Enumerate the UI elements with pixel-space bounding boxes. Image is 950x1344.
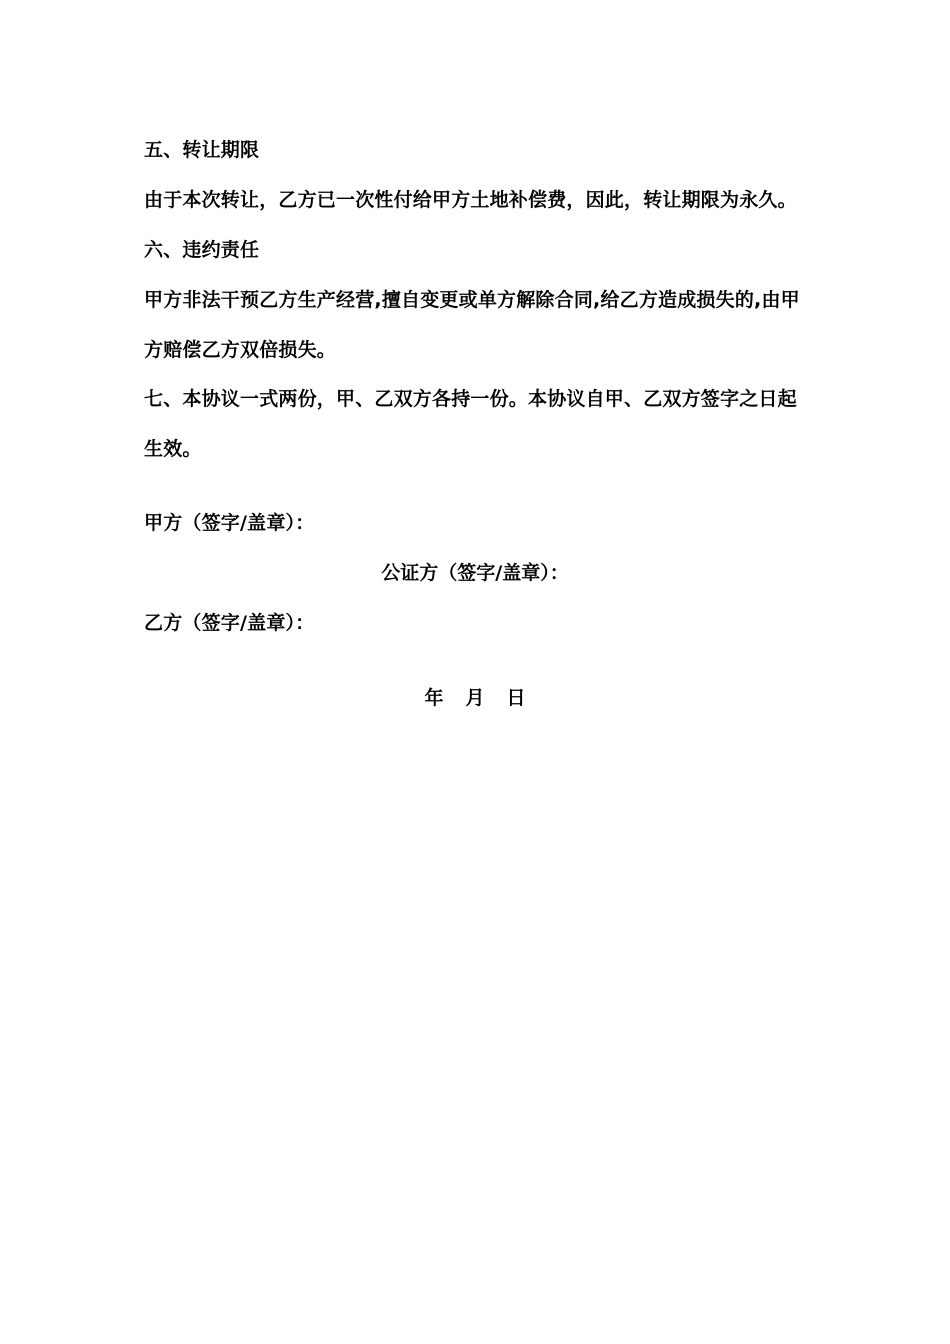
- section-7-line-2: 生效。: [144, 438, 202, 460]
- section-5-heading: 五、转让期限: [144, 139, 260, 161]
- section-5-body: 由于本次转让，乙方已一次性付给甲方土地补偿费，因此，转让期限为永久。: [144, 189, 797, 211]
- date-month-label: 月: [465, 687, 485, 709]
- party-b-signature-label: 乙方（签字/盖章）：: [144, 612, 315, 634]
- section-6-body-line-1: 甲方非法干预乙方生产经营,擅自变更或单方解除合同,给乙方造成损失的,由甲: [144, 289, 800, 311]
- section-6-heading: 六、违约责任: [144, 239, 260, 261]
- section-6-body-line-2: 方赔偿乙方双倍损失。: [144, 339, 337, 361]
- party-a-signature-label: 甲方（签字/盖章）：: [144, 512, 315, 534]
- signing-date: [0, 685, 950, 711]
- notary-signature-label: 公证方（签字/盖章）：: [381, 562, 569, 584]
- date-day-label: 日: [506, 687, 526, 709]
- date-year-label: 年: [424, 687, 444, 709]
- section-7-line-1: 七、本协议一式两份，甲、乙双方各持一份。本协议自甲、乙双方签字之日起: [144, 388, 797, 410]
